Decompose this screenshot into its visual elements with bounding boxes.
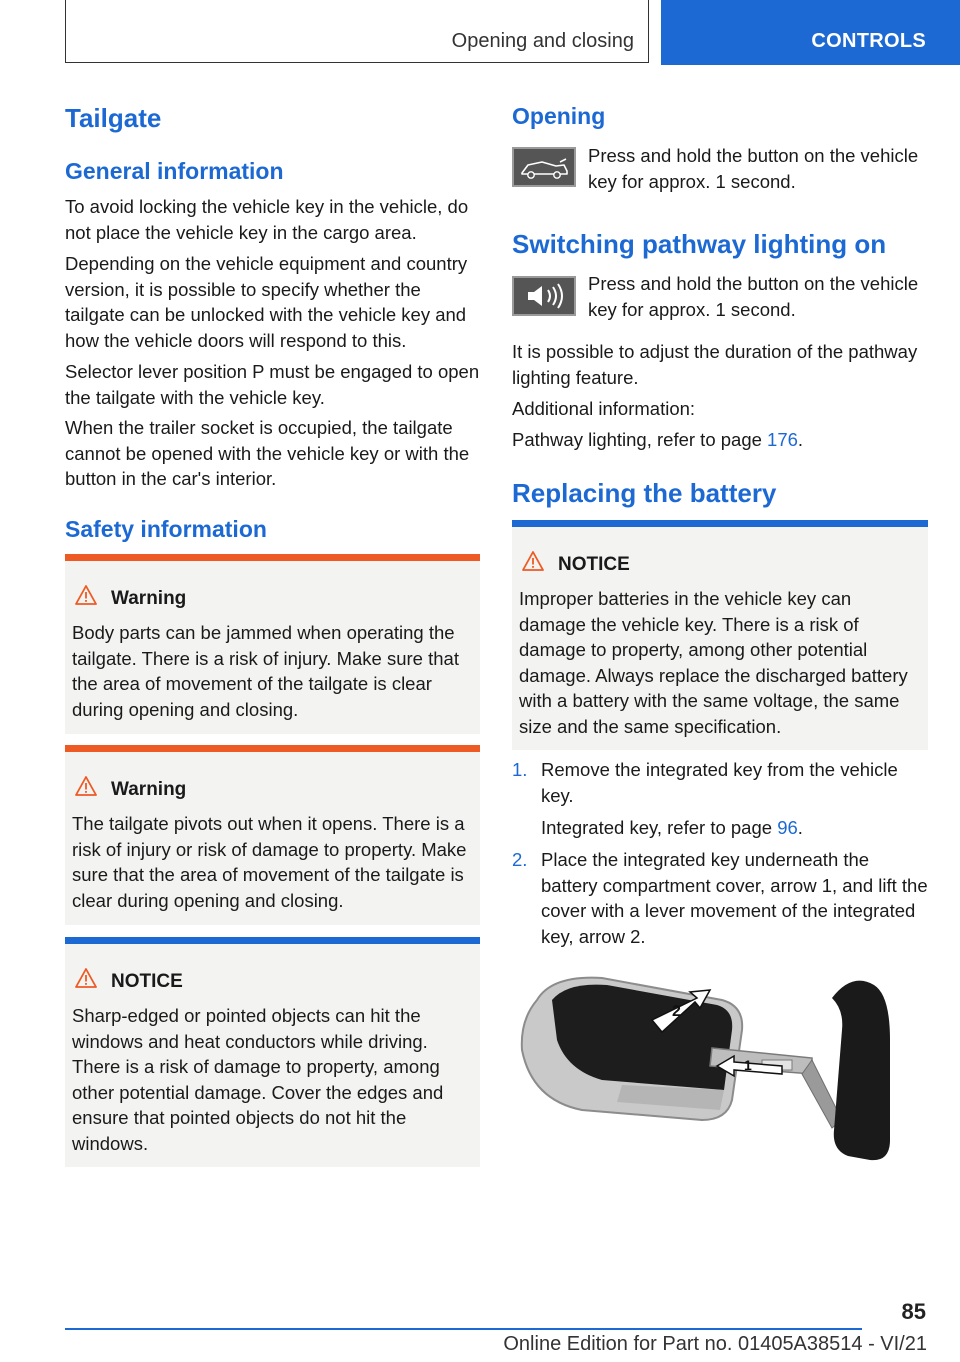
warning-text: The tailgate pivots out when it opens. There is a risk of injury or risk of damage to property. Make sure that the area of movement of the tailgate is clear during opening and closing. (72, 813, 467, 911)
page-link-96[interactable]: 96 (777, 817, 798, 838)
notice-title: NOTICE (111, 971, 183, 992)
battery-notice-box (512, 520, 928, 750)
warning-box-1 (65, 554, 480, 734)
general-para-1: To avoid locking the vehicle key in the vehicle, do not place the vehicle key in the cargo area. (65, 196, 469, 243)
page-link-176[interactable]: 176 (767, 429, 798, 450)
chapter-tab-label: CONTROLS (811, 30, 926, 52)
section-title: Opening and closing (451, 30, 634, 52)
step-ref-text: Integrated key, refer to page (541, 817, 778, 838)
key-battery-illustration (512, 970, 928, 1170)
pathway-light-button-icon (512, 276, 576, 316)
chapter-tab[interactable] (661, 0, 960, 65)
warning-triangle-icon (522, 551, 544, 571)
general-info-heading: General information (65, 158, 284, 184)
step-text: Place the integrated key underneath the battery compartment cover, arrow 1, and lift the cover with a lever movement of the integrated key, arrow 2. (541, 849, 928, 947)
page-number: 85 (901, 1299, 926, 1324)
tailgate-button-icon (512, 147, 576, 187)
pathway-ref-end: . (797, 429, 804, 450)
general-para-3: Selector lever position P must be engaged to open the tailgate with the vehicle key. (65, 361, 480, 408)
warning-title: Warning (111, 588, 187, 609)
pathway-text: Press and hold the button on the vehicle key for approx. 1 second. (588, 273, 919, 320)
pathway-ref-text: Pathway lighting, refer to page (512, 429, 768, 450)
notice-title: NOTICE (558, 554, 630, 575)
battery-heading: Replacing the battery (512, 478, 777, 508)
general-para-2: Depending on the vehicle equipment and country version, it is possible to specify whether the tailgate can be unlocked with the vehicle key and how the vehicle doors will respond to this. (65, 253, 468, 351)
warning-triangle-icon (75, 585, 97, 605)
notice-box (65, 937, 480, 1167)
opening-text: Press and hold the button on the vehicle key for approx. 1 second. (588, 145, 919, 192)
footer-divider (65, 1328, 862, 1330)
general-para-4: When the trailer socket is occupied, the tailgate cannot be opened with the vehicle key or with the button in the car's interior. (65, 417, 470, 489)
page-title: Tailgate (65, 103, 162, 133)
opening-heading: Opening (512, 103, 606, 129)
step-ref-end: . (797, 817, 803, 838)
pathway-ref (512, 427, 928, 453)
arrow-label-2: 2 (672, 1003, 681, 1020)
pathway-para-2: Additional information: (512, 398, 696, 419)
warning-title: Warning (111, 779, 187, 800)
notice-text: Improper batteries in the vehicle key can damage the vehicle key. There is a risk of damage to property, among other potential damage. Always replace the discharged battery with a battery with the same voltage, the same size and the same specification. (519, 588, 908, 737)
step-text: Remove the integrated key from the vehicle key. (541, 759, 898, 806)
warning-triangle-icon (75, 968, 97, 988)
warning-text: Body parts can be jammed when operating the tailgate. There is a risk of injury. Make sure that the area of movement of the tailgate is clear during opening and closing. (72, 622, 459, 720)
step-number: 1. (512, 759, 528, 780)
edition-note: Online Edition for Part no. 01405A38514 - VI/21 (503, 1333, 927, 1355)
header-section-box (65, 0, 649, 63)
pathway-para-1: It is possible to adjust the duration of the pathway lighting feature. (512, 341, 918, 388)
notice-text: Sharp-edged or pointed objects can hit the windows and heat conductors while driving. There is a risk of damage to property, among other potential damage. Cover the edges and ensure that pointed objects do not hit the windows. (72, 1005, 444, 1154)
warning-box-2 (65, 745, 480, 925)
warning-triangle-icon (75, 776, 97, 796)
safety-info-heading: Safety information (65, 516, 267, 542)
step-ref (541, 815, 928, 841)
arrow-label-1: 1 (744, 1057, 752, 1073)
pathway-heading: Switching pathway lighting on (512, 229, 887, 259)
step-number: 2. (512, 849, 528, 870)
